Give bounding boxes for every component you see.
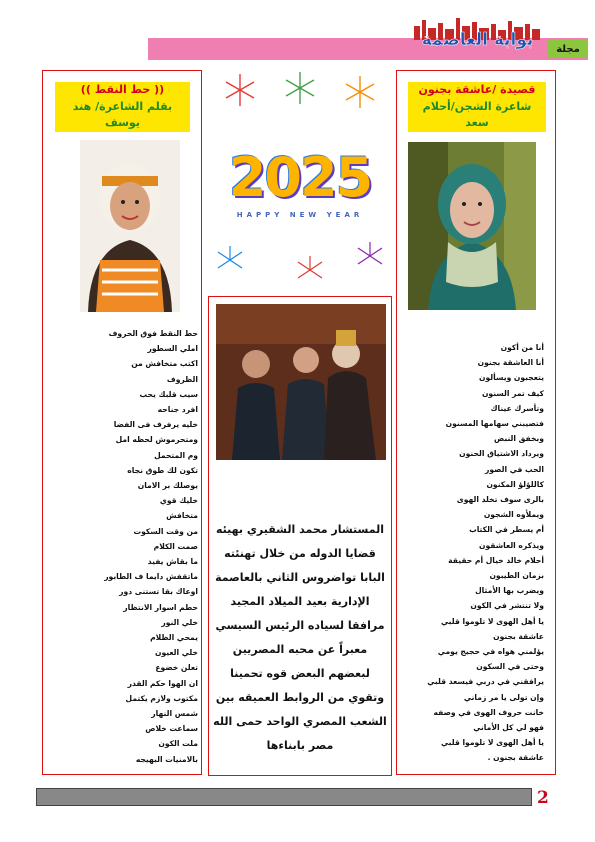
year-title: 2025 bbox=[228, 146, 372, 209]
poem-line: فتصيبني سهامها المسنون bbox=[445, 419, 544, 429]
woman-portrait-icon bbox=[80, 140, 180, 312]
poem-line: خانت حروف الهوى في وصفه bbox=[433, 707, 544, 717]
poem-line: من وقت السكوت bbox=[133, 526, 198, 536]
poem-line: يا أهل الهوى لا تلوموا قلبي bbox=[440, 738, 544, 748]
poem-line: ولا تنتشر في الكون bbox=[470, 601, 544, 611]
poem-line: ويملأوه الشجون bbox=[483, 510, 544, 520]
right-poem-author: شاعرة الشجن/أحلام سعد bbox=[422, 99, 532, 130]
poem-line: متخافش bbox=[166, 511, 198, 521]
poem-line: يؤلمني هواه في حجيج يومي bbox=[437, 647, 544, 657]
poem-line: سماعت خلاص bbox=[145, 724, 198, 734]
poem-line: عاشقة بجنون . bbox=[487, 753, 544, 763]
poem-line: ان الهوا حكم القدر bbox=[127, 678, 198, 688]
poem-line: خلي العيون bbox=[155, 648, 198, 658]
news-photo bbox=[216, 304, 386, 460]
poem-line: خليك قوي bbox=[159, 496, 198, 506]
poem-line: وبخفق النبض bbox=[493, 434, 544, 444]
page-number: 2 bbox=[537, 788, 549, 808]
poem-line: أحلام خالد خيال أم حقيقة bbox=[448, 555, 544, 565]
poem-line: كيف تمر السنون bbox=[481, 388, 544, 398]
poem-line: ملت الكون bbox=[158, 739, 198, 749]
poem-line: حط النقط فوق الحروف bbox=[108, 329, 198, 338]
left-author-portrait bbox=[80, 140, 180, 312]
year-subtitle: HAPPY NEW YEAR bbox=[236, 211, 364, 219]
right-title-box bbox=[408, 82, 546, 132]
poem-line: وتأسرك عيناك bbox=[490, 403, 544, 413]
poem-line: اكتب متخافش من bbox=[131, 359, 198, 369]
poem-line: يرافقني في دربي فيسعد قلبي bbox=[427, 677, 544, 687]
site-logo[interactable] bbox=[410, 16, 545, 58]
poem-line: ماتقفش دايما ف الطابور bbox=[104, 572, 198, 582]
poem-line: ويضرب بها الأمثال bbox=[475, 586, 544, 596]
poem-line: أنا من أكون bbox=[500, 343, 544, 352]
poem-line: فهو لي كل الأماني bbox=[473, 723, 544, 733]
poem-line: خلي النور bbox=[161, 617, 198, 627]
meeting-photo-icon bbox=[216, 304, 386, 460]
poem-line: ومتحرموش لحظه امل bbox=[115, 435, 198, 445]
poem-line: بزمان الطيبون bbox=[489, 571, 544, 581]
poem-line: افرد جناحه bbox=[157, 405, 198, 415]
poem-line: الحب في الصور bbox=[485, 464, 544, 474]
poem-line: شمس النهار bbox=[151, 709, 198, 719]
right-poem-title: قصيدة /عاشقة بجنون bbox=[418, 83, 536, 97]
poem-line: وم المتحمل bbox=[154, 450, 198, 460]
left-poem-body bbox=[58, 326, 198, 767]
left-title-box bbox=[55, 82, 190, 132]
poem-line: صمت الكلام bbox=[153, 541, 198, 551]
poem-line: كاللؤلؤ المكنون bbox=[486, 479, 544, 489]
woman-portrait-icon bbox=[408, 142, 536, 310]
logo-text: بوابة العاصمة bbox=[421, 30, 534, 50]
footer-bar bbox=[36, 788, 532, 806]
poem-line: يا أهل الهوى لا تلوموا قلبي bbox=[440, 616, 544, 626]
poem-line: بالامنيات البهيجه bbox=[135, 754, 198, 764]
left-poem-author: بقلم الشاعرة/ هند يوسف bbox=[72, 99, 173, 130]
poem-line: سيب قلبك يحب bbox=[139, 389, 198, 399]
poem-line: حطم اسوار الانتظار bbox=[123, 602, 198, 612]
poem-line: ما بقاش يفيد bbox=[147, 557, 198, 567]
poem-line: خليه يرفرف فى الفضا bbox=[113, 420, 198, 430]
poem-line: تكون لك طوق نجاه bbox=[127, 465, 198, 475]
news-paragraph: المستشار محمد الشقيري بهيئه قضايا الدوله من خلال تهنئته البابا تواضروس الثاني بالعاصمة الإدارية بعيد الميلاد المجيد مرافقا لسياده الرئيس السيسي معبراً عن محبه المصريين لبعضهم البعض قوه تحمينا وتقوي من الروابط العميقه بين الشعب المصري الواحد حمى الله مصر بابناءها bbox=[213, 523, 387, 752]
poem-line: تعلن خضوع bbox=[155, 663, 198, 673]
poem-line: الظروف bbox=[166, 374, 198, 384]
poem-line: أم يسطر في الكتاب bbox=[469, 525, 544, 535]
poem-line: اوعاك بقا تستنى دور bbox=[119, 587, 198, 597]
poem-line: وحتى في السكون bbox=[476, 662, 544, 672]
section-label: مجلة bbox=[548, 40, 588, 58]
poem-line: ويرداد الاشتياق الحنون bbox=[459, 449, 544, 459]
poem-line: ويذكره العاشقون bbox=[479, 540, 544, 550]
poem-line: عاشقة بجنون bbox=[493, 631, 544, 641]
poem-line: أنا العاشقة بجنون bbox=[477, 358, 544, 368]
poem-line: بالرى سوف تخلد الهوى bbox=[456, 495, 544, 505]
left-poem-title: (( حط النقط )) bbox=[80, 83, 165, 97]
right-author-portrait bbox=[408, 142, 536, 310]
poem-line: يوصلك بر الامان bbox=[137, 481, 198, 491]
poem-line: يمحي الظلام bbox=[150, 633, 198, 643]
poem-line: املي السطور bbox=[147, 344, 198, 354]
poem-line: مكتوب ولازم يكتمل bbox=[125, 693, 198, 703]
poem-line: وإن تولى يا مر زماني bbox=[463, 692, 544, 702]
right-poem-body bbox=[410, 340, 544, 766]
poem-line: يتعجبون ويسألون bbox=[479, 373, 544, 383]
